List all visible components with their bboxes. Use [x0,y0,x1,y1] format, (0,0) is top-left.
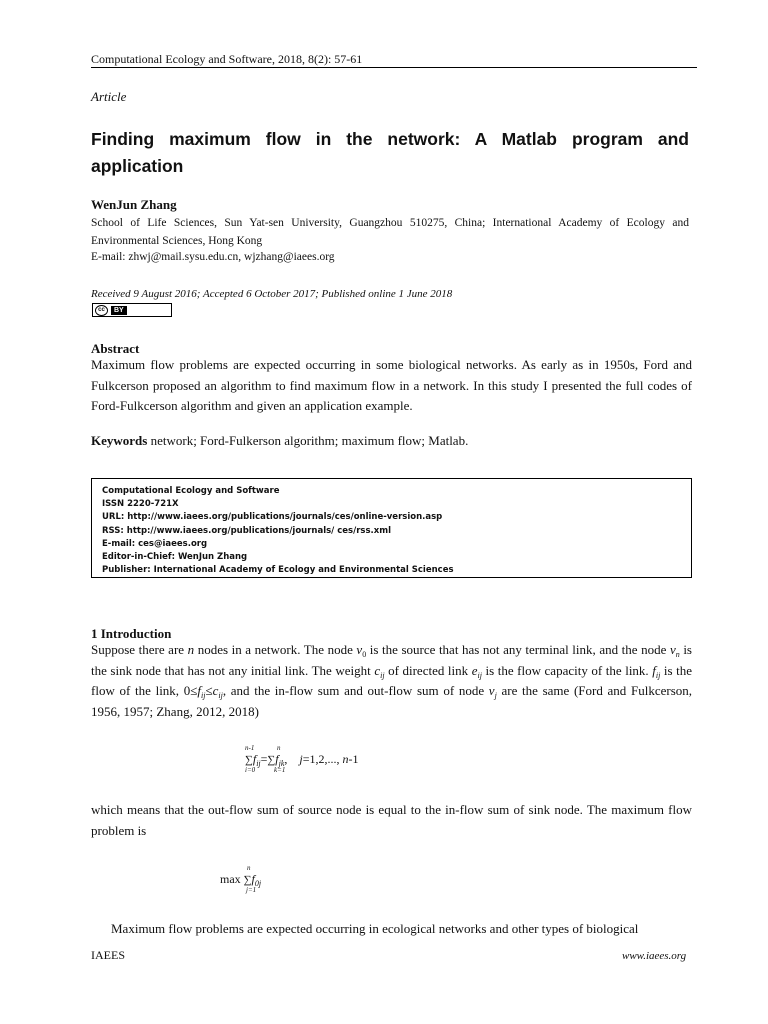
eq1-upper-limit-1: n-1 [245,744,255,752]
intro-paragraph-1: Suppose there are n nodes in a network. The node $v_0$ is the source that has not any terminal link, and the node $v_n$ is the sink node that has not any initial link. The weight $c_{ij}$ of directed link $e_{ij}$ is the flow capacity of the link. $f_{ij}$ is the flow of the link, $0\le f_{ij}\le c_{ij}$, and the in-flow sum and out-flow sum of node $v_j$ are the same (Ford and Fulkcerson, 1956, 1957; Zhang, 2012, 2018) [91,642,693,719]
author-email: E-mail: zhwj@mail.sysu.edu.cn, wjzhang@iaees.org [91,251,335,263]
abstract-text: Maximum flow problems are expected occurring in some biological networks. As early as in 1950s, Ford and Fulkcerson proposed an algorithm to find maximum flow in a network. In this study I presented the full codes of Ford-Fulkcerson algorithm and given an application example. [91,357,692,413]
equation-2: $\max \sum f_{0j}$ [220,872,262,888]
cc-icon: cc [95,305,108,316]
cc-license-badge[interactable] [92,303,172,317]
footer-website-link[interactable]: www.iaees.org [622,950,687,962]
journal-url[interactable]: URL: http://www.iaees.org/publications/journals/ces/online-version.asp [102,512,443,523]
section-heading-introduction: 1 Introduction [91,626,172,641]
journal-info-box [91,478,692,578]
author-affiliation: School of Life Sciences, Sun Yat-sen University, Guangzhou 510275, China; International Academy of Ecology and Environmental Sciences, Hong Kong [91,217,689,247]
eq2-lower-limit: j=1 [246,886,257,894]
header-rule [91,67,697,68]
publication-dates: Received 9 August 2016; Accepted 6 October 2017; Published online 1 June 2018 [91,288,453,300]
eq1-lower-limit-1: i=0 [245,766,256,774]
eq1-lower-limit-2: k=1 [274,766,286,774]
eq2-upper-limit: n [247,864,251,872]
article-title: Finding maximum flow in the network: A Matlab program and application [91,129,689,176]
running-header: Computational Ecology and Software, 2018, 8(2): 57-61 [91,52,363,66]
journal-issn: ISSN 2220-721X [102,499,179,510]
keywords-text: network; Ford-Fulkerson algorithm; maximum flow; Matlab. [147,433,469,448]
journal-email[interactable]: E-mail: ces@iaees.org [102,538,208,549]
journal-publisher: Publisher: International Academy of Ecology and Environmental Sciences [102,565,454,576]
author-name: WenJun Zhang [91,197,177,212]
journal-rss[interactable]: RSS: http://www.iaees.org/publications/journals/ ces/rss.xml [102,525,391,536]
footer-publisher: IAEES [91,948,125,962]
journal-editor: Editor-in-Chief: WenJun Zhang [102,552,248,563]
eq1-upper-limit-2: n [277,744,281,752]
article-type: Article [91,89,127,104]
by-icon: BY [111,306,127,315]
keywords-line [91,433,468,449]
intro-paragraph-3: Maximum flow problems are expected occurring in ecological networks and other types of biological [111,921,639,936]
keywords-label: Keywords [91,433,148,448]
equation-1: $\sum f_{ij}=\sum f_{jk}$, j=1,2,..., n-1 [245,752,359,768]
abstract-heading: Abstract [91,341,140,356]
intro-paragraph-2: which means that the out-flow sum of source node is equal to the in-flow sum of sink node. The maximum flow problem is [91,802,692,838]
journal-name: Computational Ecology and Software [102,486,280,496]
